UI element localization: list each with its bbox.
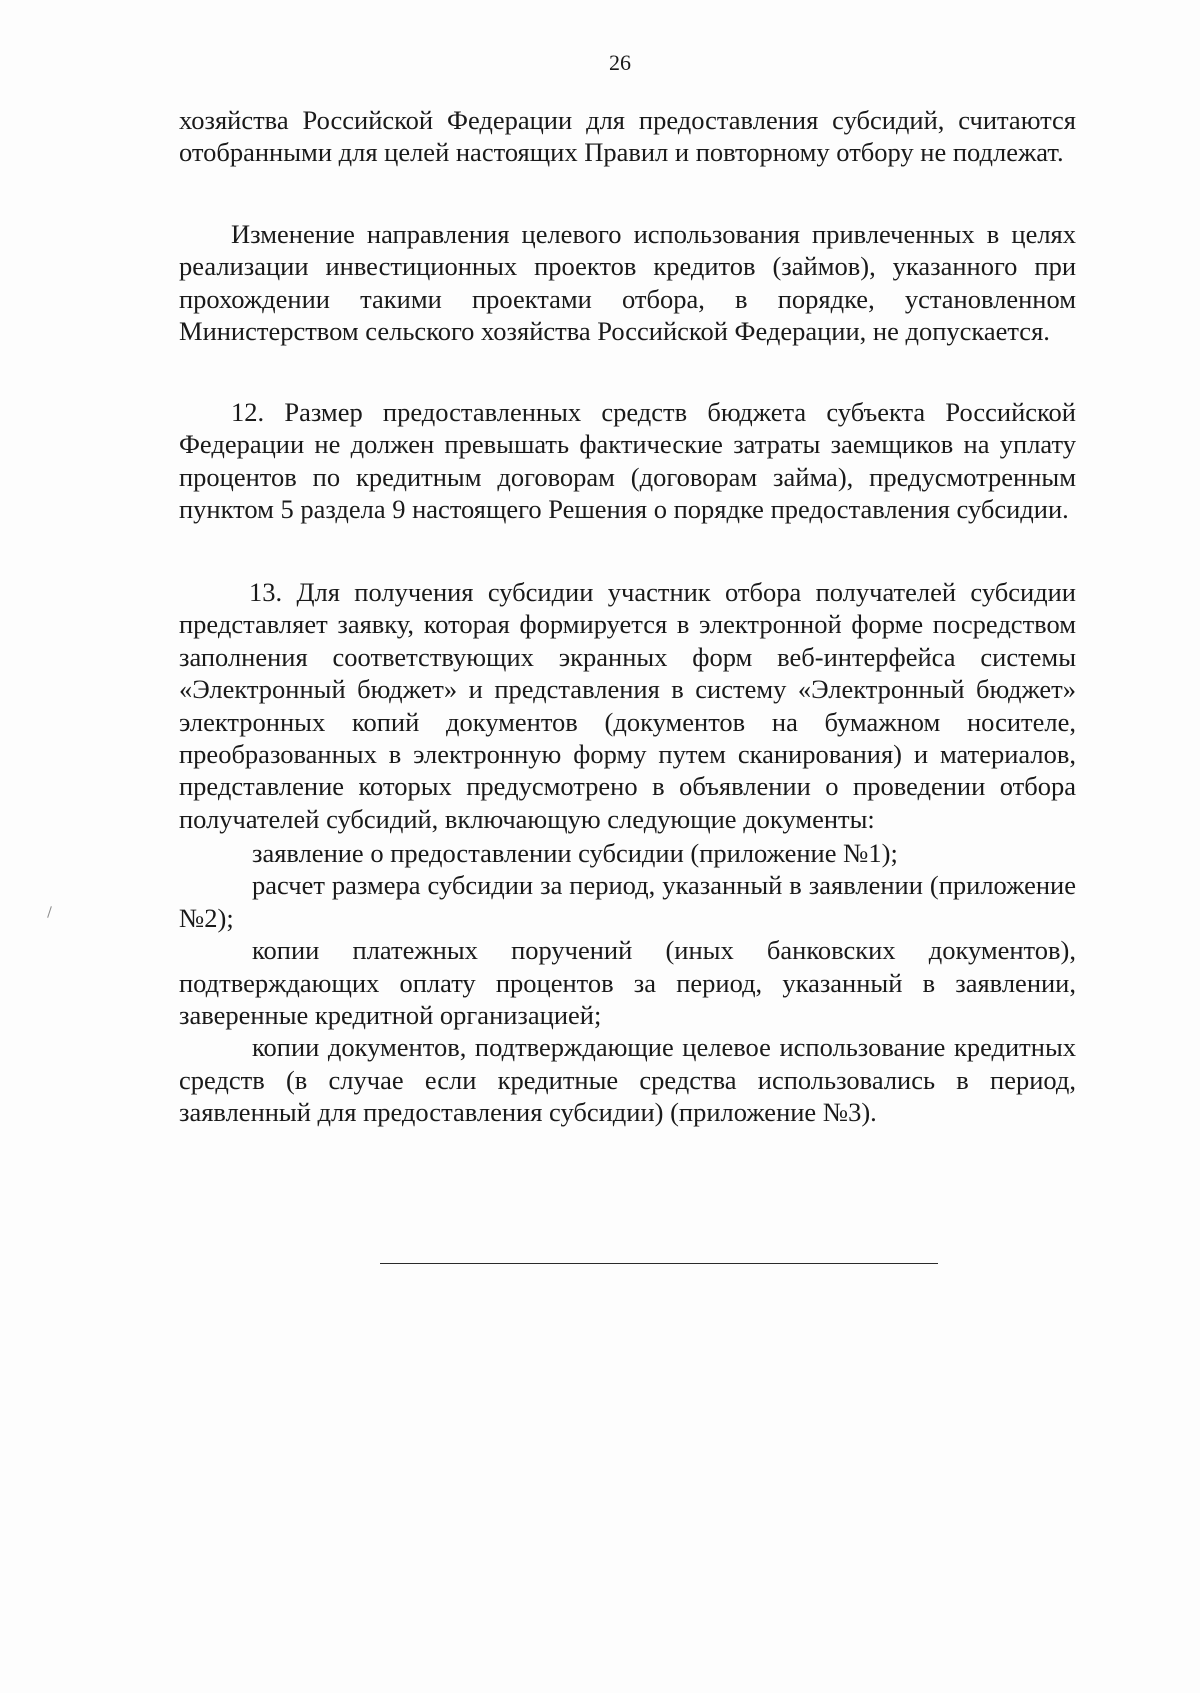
list-item: копии документов, подтверждающие целевое использование кредитных средств (в случае если кредитные средства использовались в период, заявленный для предоставления субсидии) (приложение №3). <box>179 1032 1076 1128</box>
paragraph-item-13: 13. Для получения субсидии участник отбора получателей субсидии представляет заявку, которая формируется в электронной форме посредством заполнения соответствующих экранных форм веб-интерфейса системы «Электронный бюджет» и представления в систему «Электронный бюджет» электронных копий документов (документов на бумажном носителе, преобразованных в электронную форму путем сканирования) и материалов, представление которых предусмотрено в объявлении о проведении отбора получателей субсидий, включающую следующие документы: <box>179 577 1076 834</box>
list-item: заявление о предоставлении субсидии (приложение №1); <box>252 838 898 868</box>
end-of-text-rule <box>380 1263 938 1264</box>
list-item: расчет размера субсидии за период, указанный в заявлении (приложение №2); <box>179 870 1076 933</box>
paragraph-item-12: 12. Размер предоставленных средств бюджета субъекта Российской Федерации не должен превышать фактические затраты заемщиков на уплату процентов по кредитным договорам (договорам займа), предусмотренным пунктом 5 раздела 9 настоящего Решения о порядке предоставления субсидии. <box>179 397 1076 525</box>
paragraph-purpose-change: Изменение направления целевого использования привлеченных в целях реализации инвестиционных проектов кредитов (займов), указанного при прохождении такими проектами отбора, в порядке, установленном Министерством сельского хозяйства Российской Федерации, не допускается. <box>179 219 1076 347</box>
list-item: копии платежных поручений (иных банковских документов), подтверждающих оплату процентов за период, указанный в заявлении, заверенные кредитной организацией; <box>179 935 1076 1031</box>
page-number: 26 <box>609 50 631 75</box>
documents-list <box>179 837 1076 1129</box>
scan-speck <box>47 906 52 918</box>
paragraph-continuation: хозяйства Российской Федерации для предоставления субсидий, считаются отобранными для целей настоящих Правил и повторному отбору не подлежат. <box>179 105 1076 168</box>
